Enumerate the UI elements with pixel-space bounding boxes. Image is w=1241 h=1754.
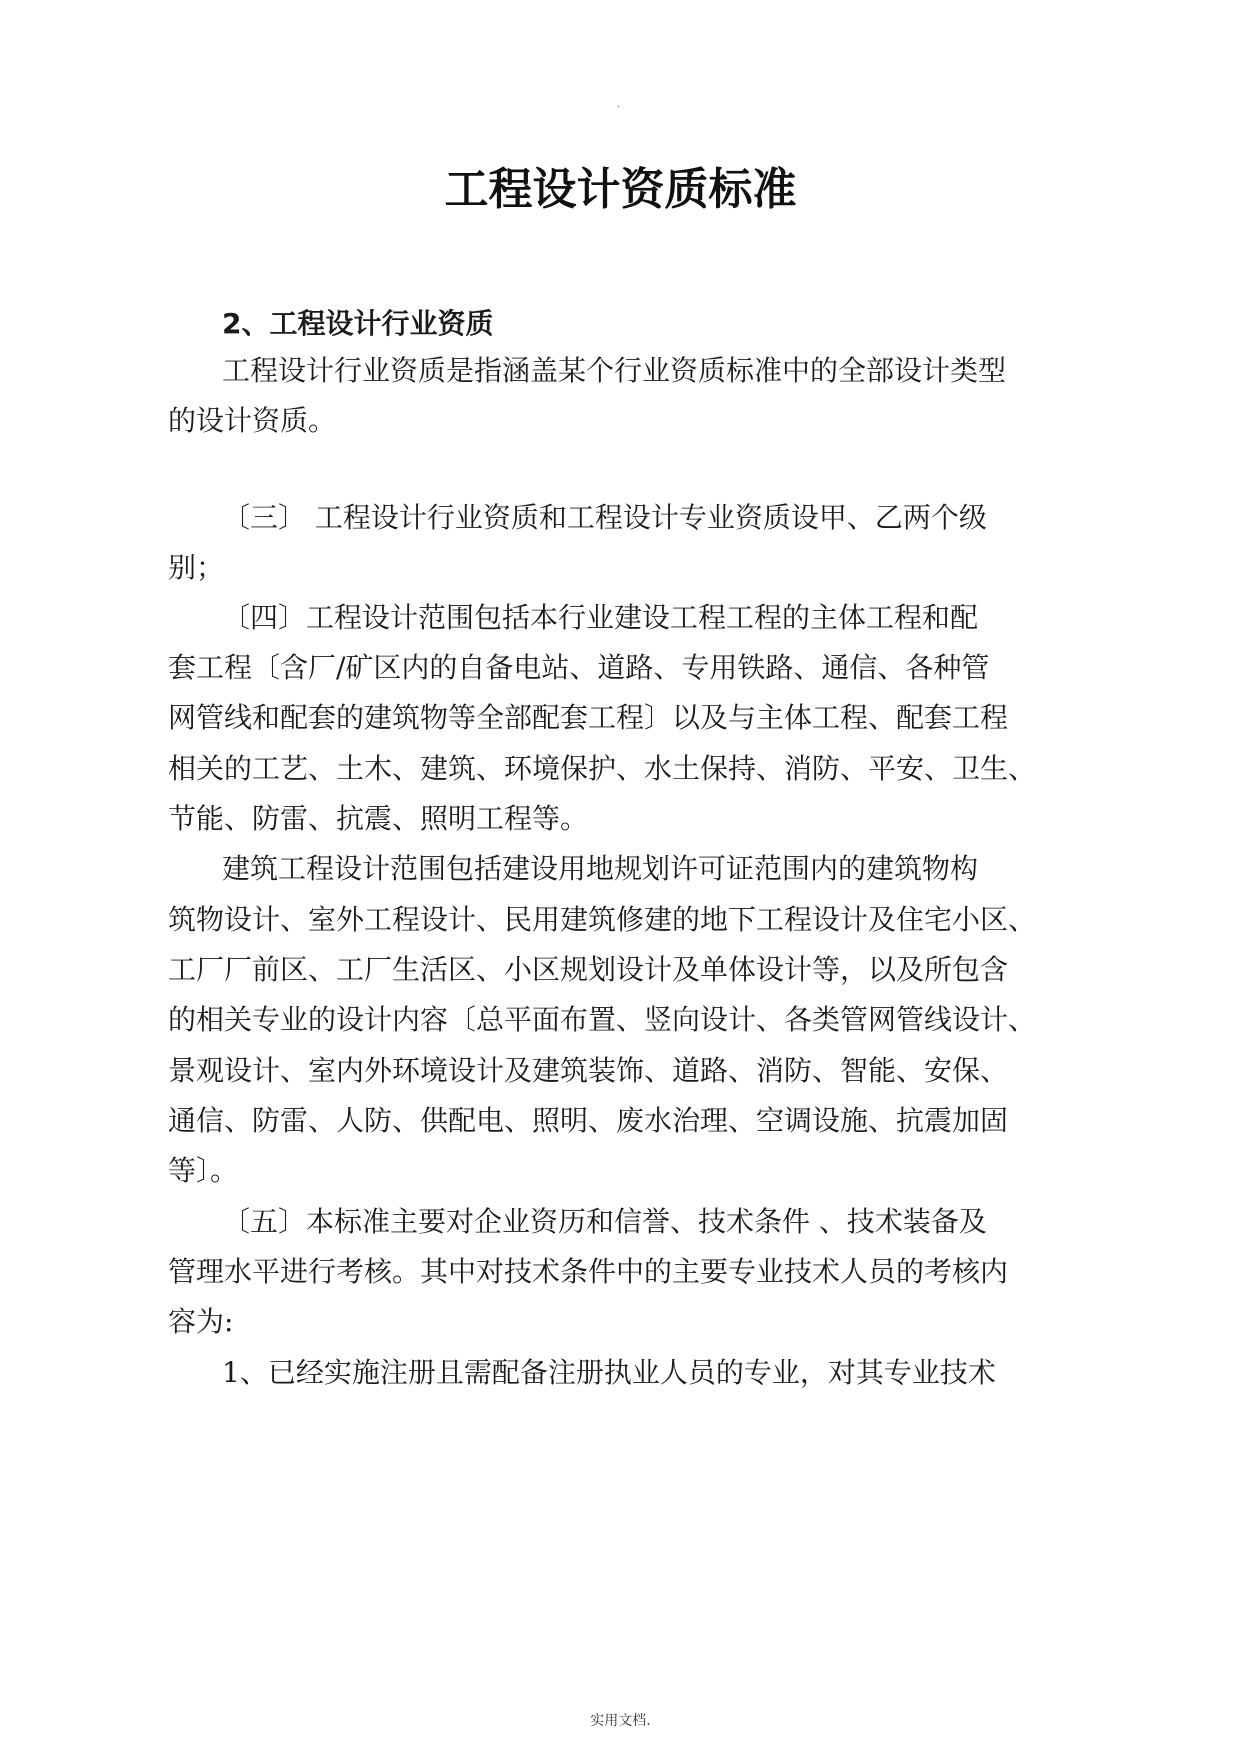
- paragraph-line: 1、已经实施注册且需配备注册执业人员的专业，对其专业技术: [222, 1356, 996, 1389]
- page-footer: 实用文档.: [590, 1713, 651, 1729]
- paragraph-line: 工厂厂前区、工厂生活区、小区规划设计及单体设计等，以及所包含: [168, 953, 1009, 986]
- paragraph-line: 别；: [168, 551, 225, 584]
- paragraph-line: 套工程〔含厂/矿区内的自备电站、道路、专用铁路、通信、各种管: [168, 651, 990, 684]
- paragraph-line: 〔三〕 工程设计行业资质和工程设计专业资质设甲、乙两个级: [222, 501, 987, 534]
- paragraph-line: 工程设计行业资质是指涵盖某个行业资质标准中的全部设计类型: [222, 354, 1007, 387]
- paragraph-line: 的相关专业的设计内容〔总平面布置、竖向设计、各类管网管线设计、: [168, 1003, 1037, 1036]
- paragraph-line: 〔四〕工程设计范围包括本行业建设工程工程的主体工程和配: [222, 601, 979, 634]
- paragraph-line: 〔五〕本标准主要对企业资历和信誉、技术条件 、技术装备及: [222, 1205, 987, 1238]
- paragraph-line: 的设计资质。: [168, 404, 337, 437]
- paragraph-line: 容为:: [168, 1305, 234, 1338]
- paragraph-line: 相关的工艺、土木、建筑、环境保护、水土保持、消防、平安、卫生、: [168, 752, 1037, 785]
- document-title: 工程设计资质标准: [444, 164, 797, 215]
- paragraph-line: 节能、防雷、抗震、照明工程等。: [168, 802, 589, 835]
- paragraph-line: 等〕。: [168, 1154, 239, 1187]
- paragraph-line: 建筑工程设计范围包括建设用地规划许可证范围内的建筑物构: [222, 852, 979, 885]
- section-heading: 2、工程设计行业资质: [222, 307, 494, 340]
- paragraph-line: 管理水平进行考核。其中对技术条件中的主要专业技术人员的考核内: [168, 1255, 1009, 1288]
- paragraph-line: 网管线和配套的建筑物等全部配套工程〕以及与主体工程、配套工程: [168, 701, 1009, 734]
- paragraph-line: 景观设计、室内外环境设计及建筑装饰、道路、消防、智能、安保、: [168, 1054, 1009, 1087]
- paragraph-line: 通信、防雷、人防、供配电、照明、废水治理、空调设施、抗震加固: [168, 1104, 1009, 1137]
- header-marker: .: [617, 99, 621, 110]
- paragraph-line: 筑物设计、室外工程设计、民用建筑修建的地下工程设计及住宅小区、: [168, 903, 1037, 936]
